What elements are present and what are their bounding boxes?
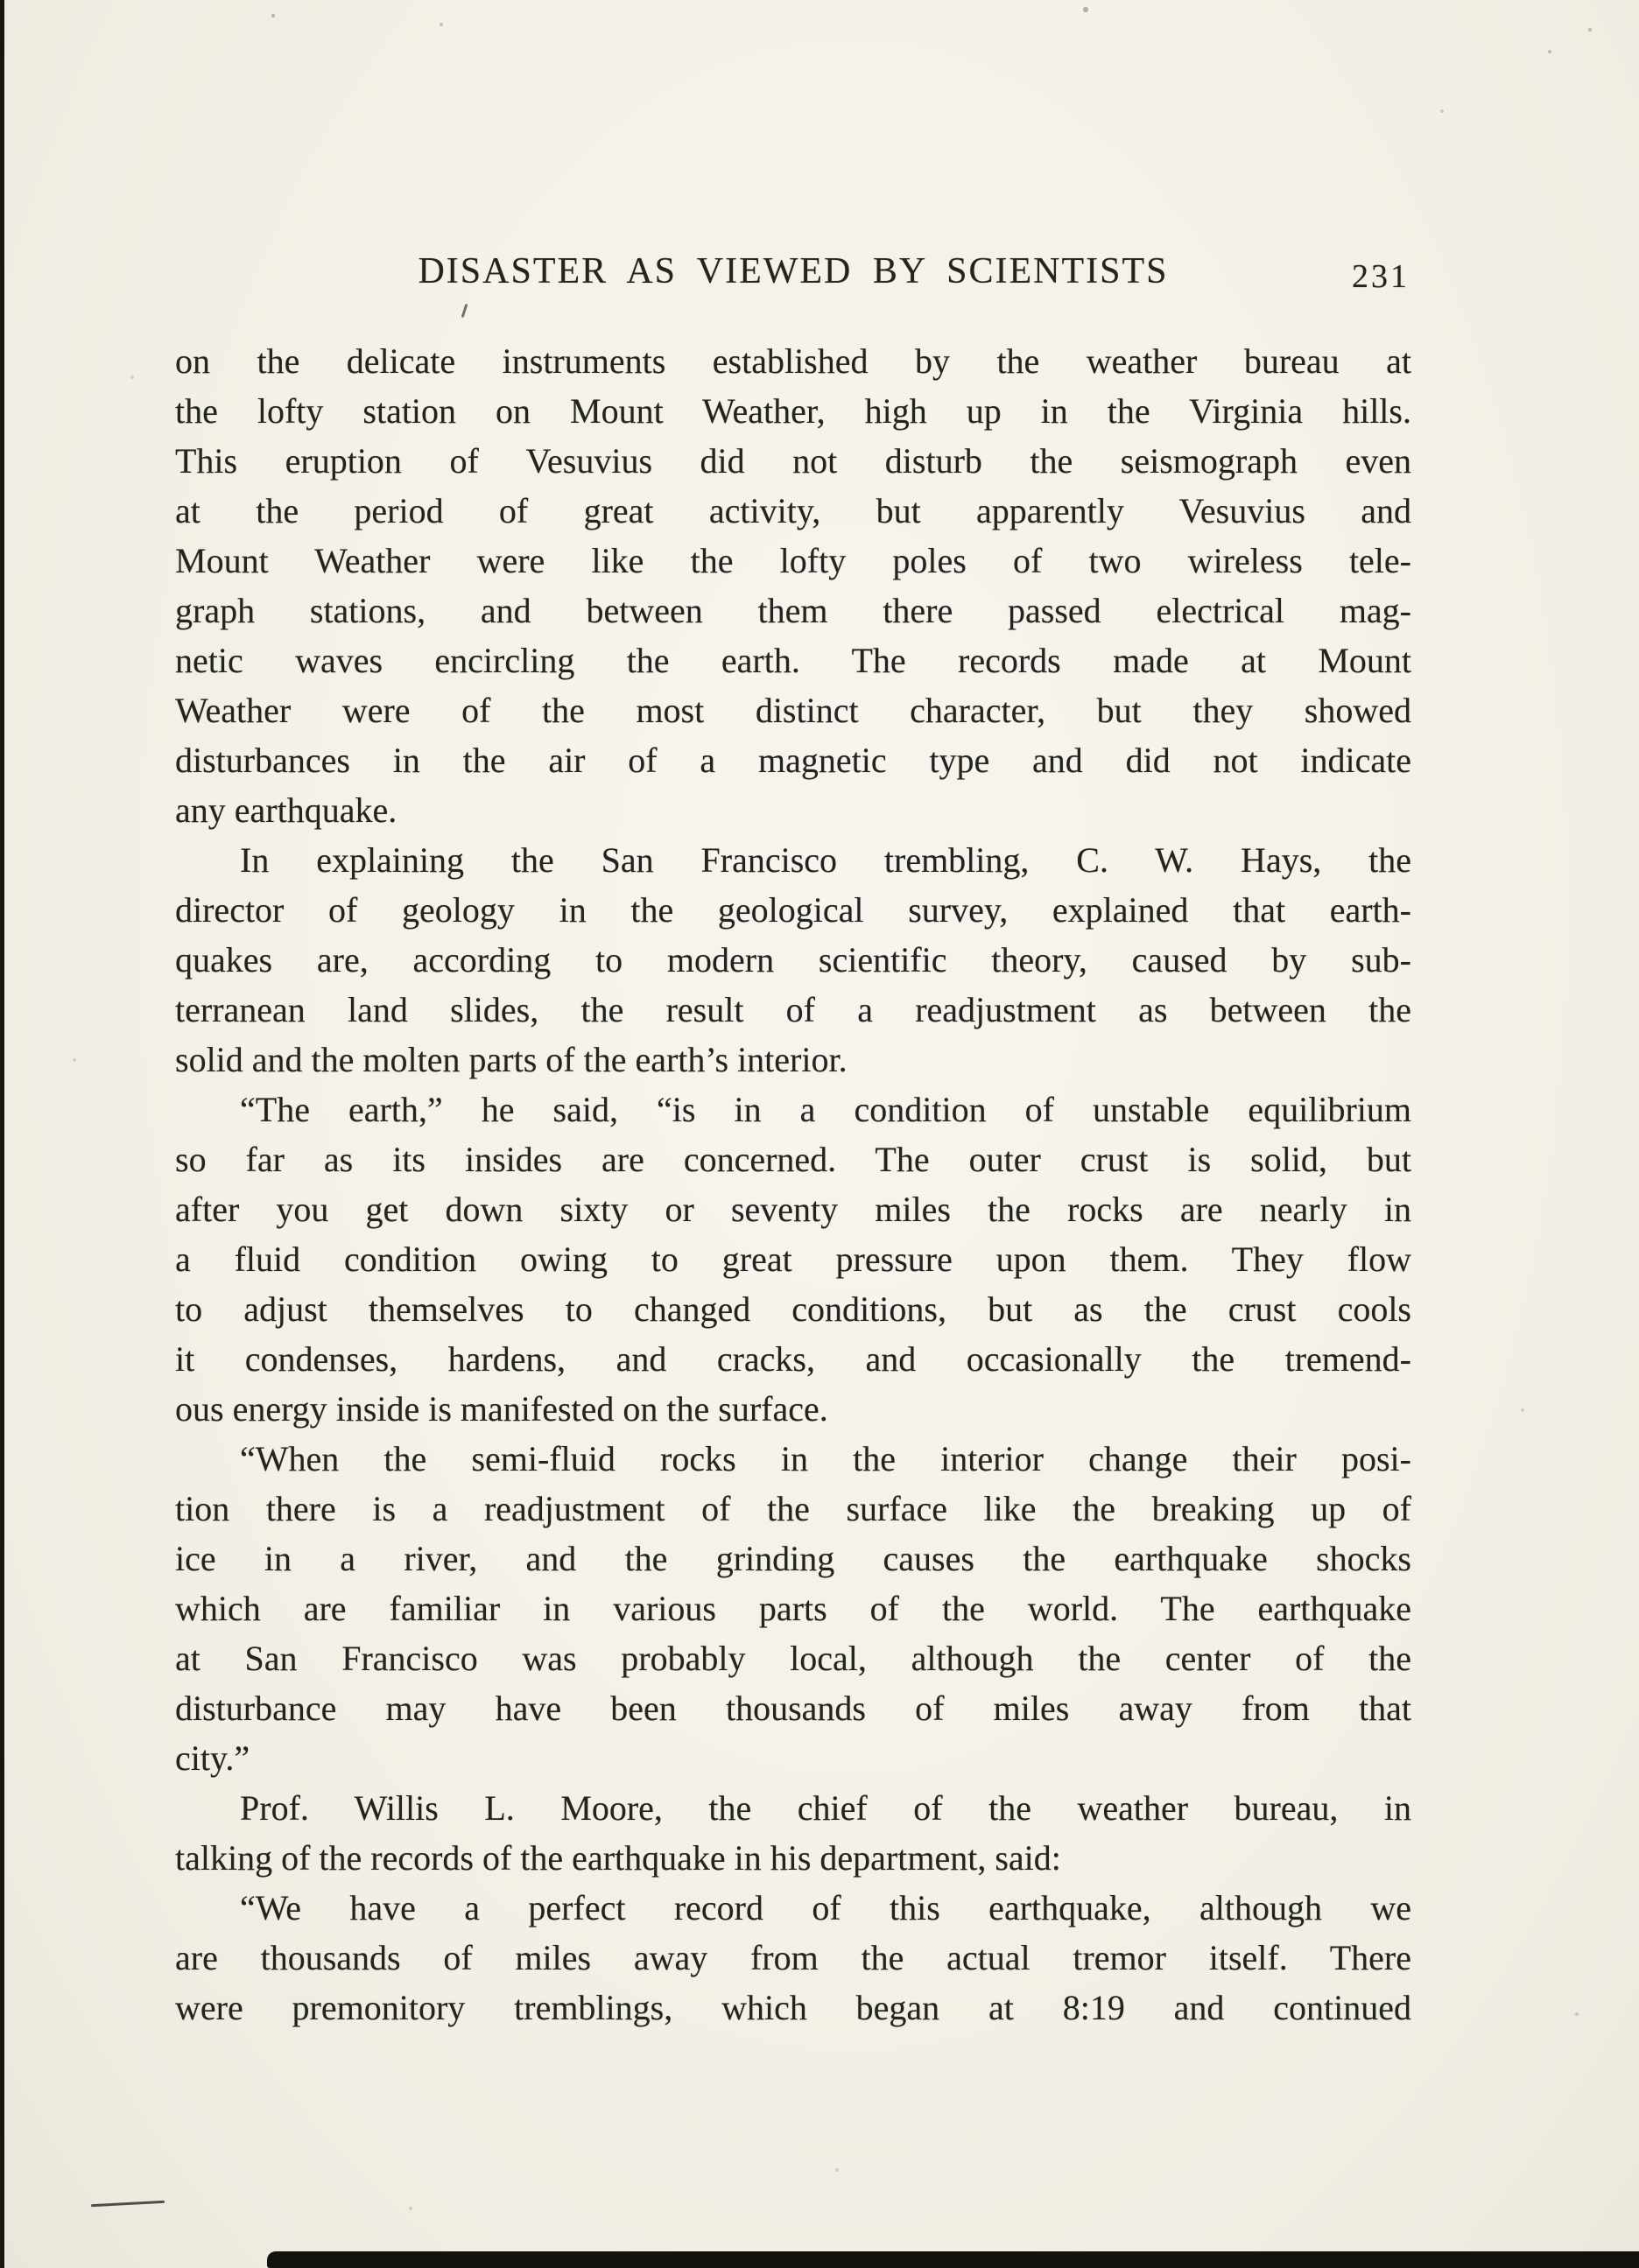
scan-edge-bottom: [267, 2251, 1639, 2268]
text-line: quakes are, according to modern scientific theory, caused by sub-: [175, 940, 1411, 980]
text-line: netic waves encircling the earth. The records made at Mount: [175, 641, 1411, 680]
text-line: which are familiar in various parts of the world. The earthquake: [175, 1589, 1411, 1628]
text-line: at the period of great activity, but apparently Vesuvius and: [175, 491, 1411, 530]
page-title: DISASTER AS VIEWED BY SCIENTISTS: [418, 251, 1169, 291]
text-line: disturbances in the air of a magnetic type and did not indicate: [175, 741, 1411, 780]
scan-edge-left: [0, 0, 4, 2268]
text-line: on the delicate instruments established by the weather bureau at: [175, 341, 1411, 381]
text-line: “When the semi-fluid rocks in the interior change their posi-: [240, 1439, 1411, 1478]
text-line: In explaining the San Francisco trembling, C. W. Hays, the: [240, 840, 1411, 880]
text-line: city.”: [175, 1738, 250, 1778]
text-line: This eruption of Vesuvius did not disturb the seismograph even: [175, 441, 1411, 481]
text-line: it condenses, hardens, and cracks, and occasionally the tremend-: [175, 1339, 1411, 1379]
text-line: any earthquake.: [175, 790, 397, 830]
text-line: ice in a river, and the grinding causes the earthquake shocks: [175, 1539, 1411, 1578]
body-text: [175, 336, 1411, 2033]
text-line: director of geology in the geological survey, explained that earth-: [175, 890, 1411, 930]
text-line: were premonitory tremblings, which began at 8:19 and continued: [175, 1988, 1411, 2027]
text-line: talking of the records of the earthquake in his department, said:: [175, 1838, 1061, 1878]
page-header: [175, 250, 1411, 303]
ink-smudge-mark: [461, 304, 468, 318]
text-line: at San Francisco was probably local, although the center of the: [175, 1639, 1411, 1678]
text-line: disturbance may have been thousands of miles away from that: [175, 1689, 1411, 1728]
text-line: solid and the molten parts of the earth’s interior.: [175, 1040, 848, 1079]
text-line: Weather were of the most distinct character, but they showed: [175, 691, 1411, 730]
text-line: terranean land slides, the result of a readjustment as between the: [175, 990, 1411, 1029]
text-line: are thousands of miles away from the actual tremor itself. There: [175, 1938, 1411, 1977]
page-number: 231: [1352, 258, 1410, 295]
text-line: Prof. Willis L. Moore, the chief of the weather bureau, in: [240, 1788, 1411, 1828]
text-line: to adjust themselves to changed conditions, but as the crust cools: [175, 1289, 1411, 1329]
text-line: Mount Weather were like the lofty poles of two wireless tele-: [175, 541, 1411, 580]
text-line: a fluid condition owing to great pressure upon them. They flow: [175, 1239, 1411, 1279]
text-line: “The earth,” he said, “is in a condition of unstable equilibrium: [240, 1090, 1411, 1129]
text-line: the lofty station on Mount Weather, high up in the Virginia hills.: [175, 391, 1411, 431]
text-line: tion there is a readjustment of the surface like the breaking up of: [175, 1489, 1411, 1528]
text-line: “We have a perfect record of this earthquake, although we: [240, 1888, 1411, 1927]
pen-stroke-mark: [91, 2201, 165, 2207]
text-line: so far as its insides are concerned. The outer crust is solid, but: [175, 1140, 1411, 1179]
text-line: ous energy inside is manifested on the surface.: [175, 1389, 828, 1429]
text-line: after you get down sixty or seventy miles the rocks are nearly in: [175, 1190, 1411, 1229]
text-line: graph stations, and between them there passed electrical mag-: [175, 591, 1411, 630]
